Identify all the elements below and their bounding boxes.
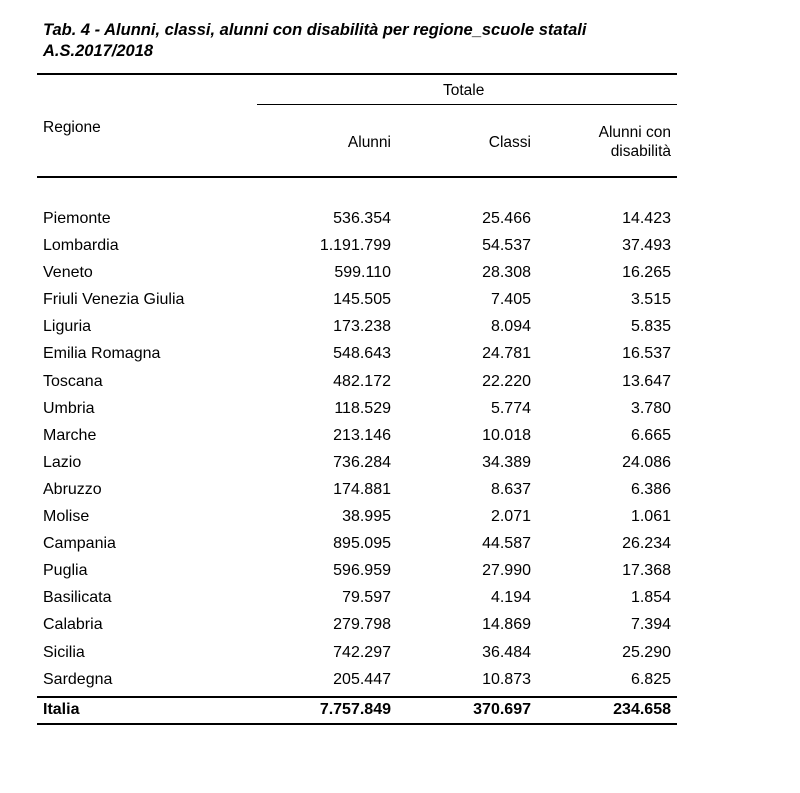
header-alunni-disabilita-line1: Alunni con bbox=[598, 124, 671, 141]
total-top-rule bbox=[37, 696, 677, 698]
header-group-totale: Totale bbox=[443, 82, 485, 99]
cell-classi: 54.537 bbox=[482, 237, 531, 255]
cell-classi: 4.194 bbox=[490, 589, 531, 607]
cell-regione: Toscana bbox=[43, 372, 103, 390]
table-body bbox=[43, 208, 673, 696]
cell-alunni: 205.447 bbox=[333, 670, 391, 688]
cell-classi: 7.405 bbox=[490, 291, 531, 309]
header-alunni-disabilita bbox=[599, 123, 671, 161]
table-title-line1: Tab. 4 - Alunni, classi, alunni con disabilità per regione_scuole statali bbox=[43, 21, 587, 39]
table-row bbox=[43, 479, 673, 506]
table-row bbox=[43, 262, 673, 289]
table-row bbox=[43, 208, 673, 235]
table-row bbox=[43, 316, 673, 343]
cell-classi: 36.484 bbox=[482, 643, 531, 661]
cell-disabili: 24.086 bbox=[622, 453, 671, 471]
table-title-line2: A.S.2017/2018 bbox=[43, 42, 154, 60]
cell-alunni: 895.095 bbox=[333, 535, 391, 553]
cell-disabili: 26.234 bbox=[622, 535, 671, 553]
cell-alunni: 174.881 bbox=[333, 480, 391, 498]
cell-classi: 10.873 bbox=[482, 670, 531, 688]
bottom-rule bbox=[37, 723, 677, 725]
cell-regione: Puglia bbox=[43, 562, 88, 580]
cell-regione: Friuli Venezia Giulia bbox=[43, 291, 185, 309]
cell-regione: Umbria bbox=[43, 399, 95, 417]
cell-alunni: 38.995 bbox=[342, 508, 391, 526]
header-bottom-rule bbox=[37, 176, 677, 178]
group-rule bbox=[257, 104, 677, 105]
cell-disabili: 16.265 bbox=[622, 264, 671, 282]
cell-alunni: 118.529 bbox=[334, 399, 391, 417]
cell-regione: Piemonte bbox=[43, 210, 111, 227]
header-alunni: Alunni bbox=[347, 134, 391, 151]
cell-regione: Lombardia bbox=[43, 237, 119, 255]
cell-alunni: 548.643 bbox=[333, 345, 391, 363]
cell-regione: Sicilia bbox=[43, 643, 85, 661]
table-row bbox=[43, 425, 673, 452]
header-regione: Regione bbox=[43, 119, 101, 136]
cell-regione: Emilia Romagna bbox=[43, 345, 161, 363]
table-row bbox=[43, 533, 673, 560]
cell-disabili: 6.665 bbox=[630, 426, 671, 444]
cell-regione: Lazio bbox=[43, 453, 82, 471]
header-classi: Classi bbox=[488, 134, 531, 151]
total-regione: Italia bbox=[43, 701, 80, 718]
cell-alunni: 79.597 bbox=[342, 589, 391, 607]
cell-alunni: 173.238 bbox=[333, 318, 391, 336]
cell-disabili: 1.854 bbox=[630, 589, 671, 607]
cell-classi: 14.869 bbox=[482, 616, 531, 634]
cell-classi: 8.637 bbox=[490, 480, 531, 498]
cell-alunni: 279.798 bbox=[333, 616, 391, 634]
cell-classi: 27.990 bbox=[482, 562, 531, 580]
cell-regione: Abruzzo bbox=[43, 480, 102, 498]
cell-disabili: 1.061 bbox=[630, 508, 671, 526]
table-row bbox=[43, 642, 673, 669]
cell-disabili: 17.368 bbox=[622, 562, 671, 580]
total-alunni: 7.757.849 bbox=[319, 701, 391, 718]
cell-classi: 22.220 bbox=[482, 372, 531, 390]
cell-alunni: 742.297 bbox=[333, 643, 391, 661]
table-row bbox=[43, 289, 673, 316]
cell-regione: Molise bbox=[43, 508, 90, 526]
cell-disabili: 37.493 bbox=[622, 237, 671, 255]
cell-alunni: 536.354 bbox=[333, 210, 391, 227]
total-disabili: 234.658 bbox=[613, 701, 671, 718]
cell-regione: Calabria bbox=[43, 616, 103, 634]
cell-regione: Veneto bbox=[43, 264, 93, 282]
total-row bbox=[43, 699, 673, 723]
cell-alunni: 736.284 bbox=[333, 453, 391, 471]
table-row bbox=[43, 560, 673, 587]
top-rule bbox=[37, 73, 677, 75]
table-row bbox=[43, 371, 673, 398]
cell-disabili: 14.423 bbox=[622, 210, 671, 227]
cell-alunni: 596.959 bbox=[333, 562, 391, 580]
cell-alunni: 145.505 bbox=[333, 291, 391, 309]
total-classi: 370.697 bbox=[473, 701, 531, 718]
cell-classi: 10.018 bbox=[482, 426, 531, 444]
cell-disabili: 7.394 bbox=[630, 616, 671, 634]
cell-regione: Marche bbox=[43, 426, 97, 444]
cell-alunni: 599.110 bbox=[334, 264, 391, 282]
cell-regione: Sardegna bbox=[43, 670, 113, 688]
cell-disabili: 13.647 bbox=[622, 372, 671, 390]
table-row bbox=[43, 587, 673, 614]
cell-classi: 5.774 bbox=[490, 399, 531, 417]
cell-regione: Basilicata bbox=[43, 589, 112, 607]
table-row bbox=[43, 452, 673, 479]
cell-classi: 34.389 bbox=[482, 453, 531, 471]
table-row bbox=[43, 669, 673, 696]
cell-disabili: 25.290 bbox=[622, 643, 671, 661]
cell-classi: 25.466 bbox=[482, 210, 531, 227]
cell-disabili: 3.780 bbox=[630, 399, 671, 417]
cell-classi: 2.071 bbox=[490, 508, 531, 526]
cell-disabili: 6.386 bbox=[630, 480, 671, 498]
table-row bbox=[43, 506, 673, 533]
cell-alunni: 482.172 bbox=[333, 372, 391, 390]
cell-disabili: 16.537 bbox=[622, 345, 671, 363]
table-title bbox=[43, 20, 586, 62]
cell-alunni: 1.191.799 bbox=[319, 237, 391, 255]
cell-alunni: 213.146 bbox=[333, 426, 391, 444]
cell-classi: 8.094 bbox=[490, 318, 531, 336]
cell-regione: Campania bbox=[43, 535, 116, 553]
cell-disabili: 6.825 bbox=[630, 670, 671, 688]
cell-regione: Liguria bbox=[43, 318, 92, 336]
cell-disabili: 3.515 bbox=[630, 291, 671, 309]
cell-disabili: 5.835 bbox=[630, 318, 671, 336]
cell-classi: 28.308 bbox=[482, 264, 531, 282]
table-row bbox=[43, 235, 673, 262]
table-row bbox=[43, 398, 673, 425]
cell-classi: 44.587 bbox=[482, 535, 531, 553]
table-row bbox=[43, 343, 673, 370]
cell-classi: 24.781 bbox=[482, 345, 531, 363]
header-alunni-disabilita-line2: disabilità bbox=[610, 143, 671, 160]
table-row bbox=[43, 614, 673, 641]
